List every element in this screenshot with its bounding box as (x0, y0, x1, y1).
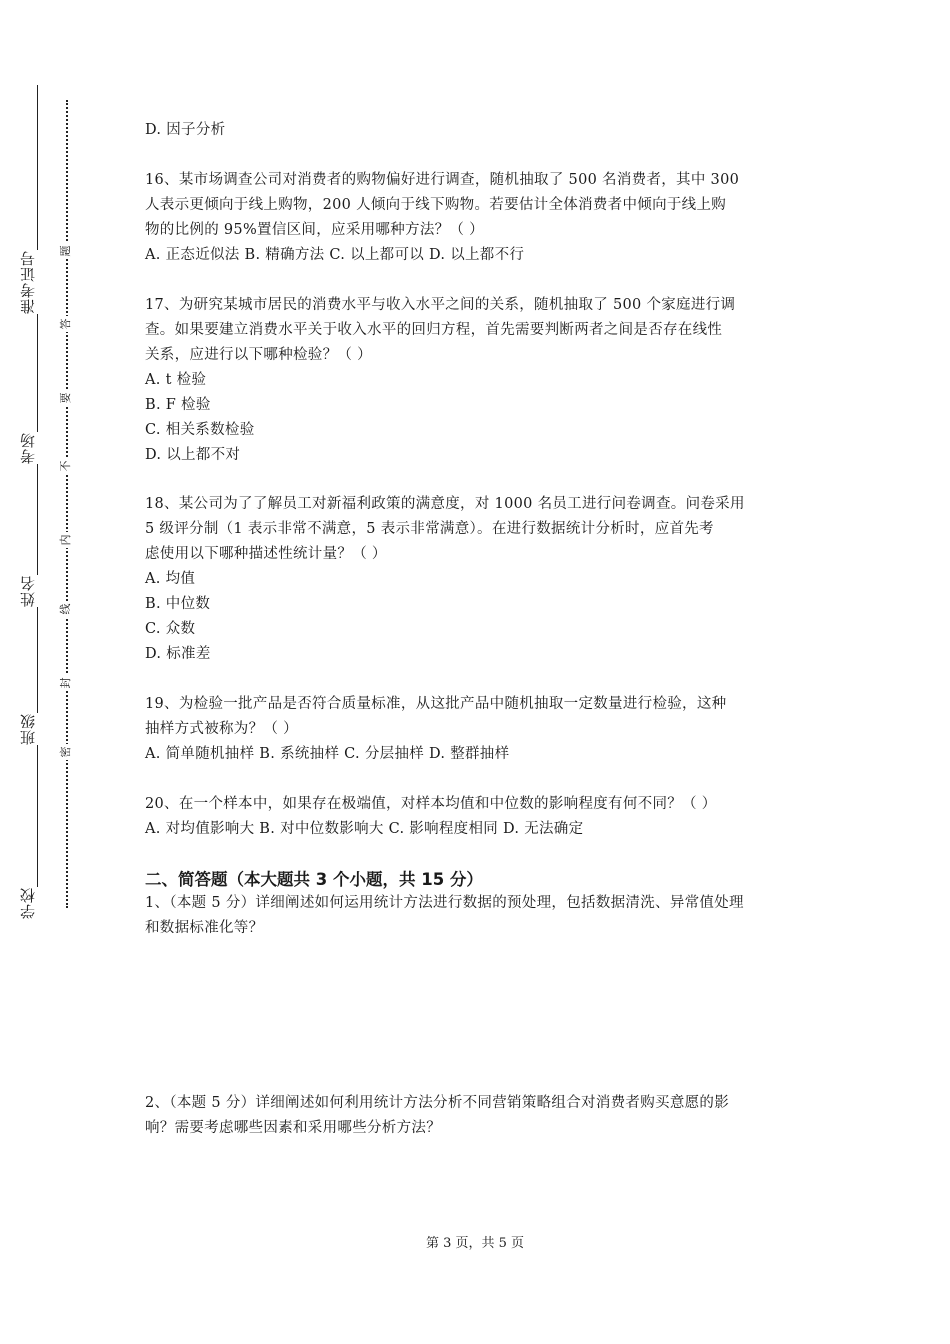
field-exam-id-label: 准考证号 (20, 250, 54, 314)
q17-text-line2: 查。如果要建立消费水平关于收入水平的回归方程，首先需要判断两者之间是否存在线性 (145, 322, 723, 338)
q16-text-line3: 物的比例的 95%置信区间，应采用哪种方法？（ ） (145, 222, 484, 238)
q16-text-line1: 16、某市场调查公司对消费者的购物偏好进行调查，随机抽取了 500 名消费者，其中 300 (145, 172, 740, 188)
q19-text-line1: 19、为检验一批产品是否符合质量标准，从这批产品中随机抽取一定数量进行检验，这种 (145, 696, 727, 712)
q18-option-a: A. 均值 (145, 571, 196, 587)
q19-options: A. 简单随机抽样 B. 系统抽样 C. 分层抽样 D. 整群抽样 (145, 746, 510, 762)
seal-char-3: 要 (60, 390, 72, 406)
seal-char-6: 线 (60, 601, 72, 617)
field-school-label: 学校 (20, 887, 54, 919)
q17-option-a: A. t 检验 (145, 372, 207, 388)
q16-text-line2: 人表示更倾向于线上购物，200 人倾向于线下购物。若要估计全体消费者中倾向于线上购 (145, 197, 727, 213)
q20-text-line1: 20、在一个样本中，如果存在极端值，对样本均值和中位数的影响程度有何不同？（ ） (145, 796, 717, 812)
q17-option-d: D. 以上都不对 (145, 447, 241, 463)
sa2-text-line2: 响？需要考虑哪些因素和采用哪些分析方法？ (145, 1120, 441, 1136)
q16-options: A. 正态近似法 B. 精确方法 C. 以上都可以 D. 以上都不行 (145, 247, 525, 263)
seal-char-1: 题 (60, 243, 72, 259)
q18-option-d: D. 标准差 (145, 646, 211, 662)
q15-option-d: D. 因子分析 (145, 122, 226, 138)
q17-text-line1: 17、为研究某城市居民的消费水平与收入水平之间的关系，随机抽取了 500 个家庭进行调 (145, 297, 736, 313)
sa1-text-line2: 和数据标准化等？ (145, 920, 264, 936)
seal-char-7: 封 (60, 675, 72, 691)
margin-solid-line (37, 85, 38, 915)
page-footer: 第 3 页，共 5 页 (425, 1236, 525, 1251)
q17-option-b: B. F 检验 (145, 397, 211, 413)
q17-text-line3: 关系，应进行以下哪种检验？（ ） (145, 347, 372, 363)
q20-options: A. 对均值影响大 B. 对中位数影响大 C. 影响程度相同 D. 无法确定 (145, 821, 584, 837)
field-class-label: 班级 (20, 713, 54, 745)
q18-text-line3: 虑使用以下哪种描述性统计量？（ ） (145, 546, 387, 562)
sa1-text-line1: 1、（本题 5 分）详细阐述如何运用统计方法进行数据的预处理，包括数据清洗、异常值处理 (145, 895, 744, 911)
q18-text-line2: 5 级评分制（1 表示非常不满意，5 表示非常满意）。在进行数据统计分析时，应首先考 (145, 521, 714, 537)
margin-dotted-line (66, 100, 68, 908)
field-exam-room-label: 考场 (20, 432, 54, 464)
field-name-label: 姓名 (20, 575, 54, 607)
seal-char-8: 密 (60, 744, 72, 760)
q18-text-line1: 18、某公司为了了解员工对新福利政策的满意度，对 1000 名员工进行问卷调查。问卷采用 (145, 496, 745, 512)
q17-option-c: C. 相关系数检验 (145, 422, 255, 438)
seal-char-2: 答 (60, 316, 72, 332)
q18-option-c: C. 众数 (145, 621, 196, 637)
sa2-text-line1: 2、（本题 5 分）详细阐述如何利用统计方法分析不同营销策略组合对消费者购买意愿的影 (145, 1095, 730, 1111)
section-2-title: 二、简答题（本大题共 3 个小题，共 15 分） (145, 870, 483, 889)
binding-margin (0, 0, 110, 1344)
q18-option-b: B. 中位数 (145, 596, 211, 612)
q19-text-line2: 抽样方式被称为？（ ） (145, 721, 298, 737)
seal-char-4: 不 (60, 458, 72, 474)
seal-char-5: 内 (60, 532, 72, 548)
